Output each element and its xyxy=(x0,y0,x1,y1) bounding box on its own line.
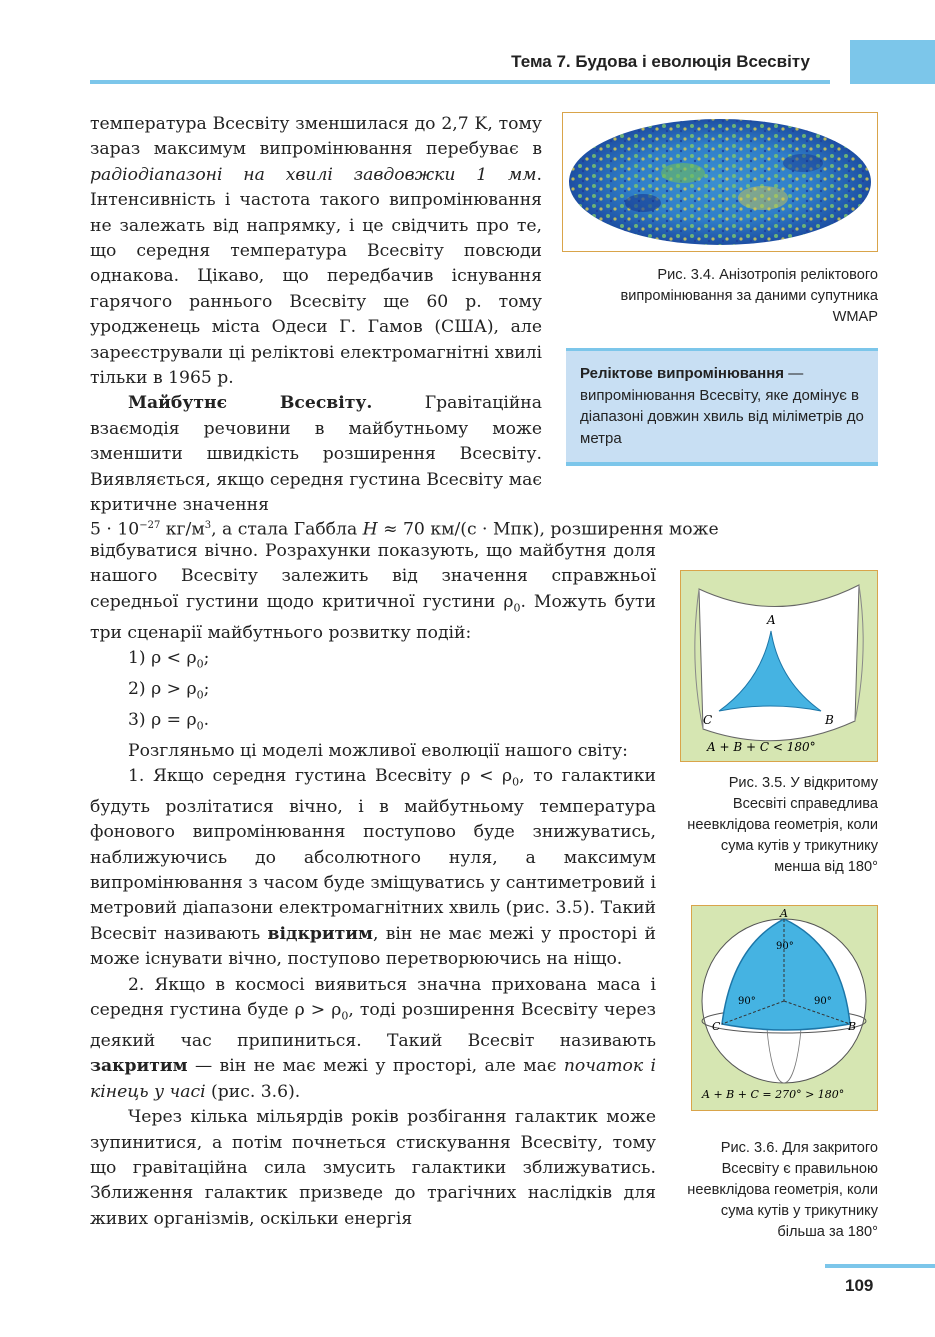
angle-formula: A + B + C < 180° xyxy=(707,740,816,754)
text-column-top xyxy=(90,112,542,519)
vertex-c-label: C xyxy=(712,1020,721,1033)
text-wide-line: $5 \cdot 10^{-27}$ $кг/м^3$, а стала Габбла H ≈ 70 км/(с · Мпк), розширення може xyxy=(90,519,719,540)
paragraph-open-universe: 1. Якщо середня густина Всесвіту $\rho < \rho_0$, то галактики будуть розлітатися вічно, і в майбутньому температура фонового випромінювання поступово буде знижуватись, наближуючись до абсолютного нуля, а максимум випромінювання з часом буде зміщуватись у сантиметровий і метровий діапазони електромагнітних хвиль (рис. 3.5). Такий Всесвіт називають відкритим, він не має межі у просторі й може існувати вічно, поступово перетворюючись на ніщо. xyxy=(90,766,656,970)
scenario-2: 2) $\rho > \rho_0$; xyxy=(128,678,210,702)
figure-open-universe xyxy=(680,570,878,762)
definition-box xyxy=(566,348,878,466)
page-number: 109 xyxy=(845,1276,874,1295)
section-heading-future: Майбутнє Всесвіту. xyxy=(128,393,373,414)
wmap-image xyxy=(563,113,877,251)
italic-phrase: радіодіапазоні на хвилі завдовжки 1 мм xyxy=(90,164,537,185)
header-accent-block xyxy=(850,40,935,84)
footer-rule xyxy=(825,1264,935,1268)
figure-wmap xyxy=(562,112,878,252)
definition-text: — випромінювання Всесвіту, яке домінує в діапазоні довжин хвиль від міліметрів до метра xyxy=(580,365,864,447)
angle-a-label: 90° xyxy=(776,941,794,952)
vertex-b-label: B xyxy=(848,1020,857,1033)
paragraph-closed-universe: 2. Якщо в космосі виявиться значна прихована маса і середня густина буде $\rho > \rho_0$, тоді розширення Всесвіту через деякий час припиниться. Такий Всесвіт називають закритим — він не має межі у просторі, але має початок і кінець у часі (рис. 3.6). xyxy=(90,974,656,1102)
vertex-a-label: A xyxy=(767,613,776,627)
scenario-3: 3) $\rho = \rho_0$. xyxy=(128,709,210,733)
paragraph-cmb: температура Всесвіту зменшилася до 2,7 K, тому зараз максимум випромінювання перебуває в радіодіапазоні на хвилі завдовжки 1 мм. Інтенсивність і частота такого випромінювання не залежать від напрямку, і це свідчить про те, що середня температура Всесвіту повсюди однакова. Цікаво, що передбачив існування гарячого раннього Всесвіту ще 60 р. тому уродженець міста Одеси Г. Гамов (США), але зареєстрували ці реліктові електромагнітні хвилі тільки в 1965 р. xyxy=(90,114,542,389)
angle-c-label: 90° xyxy=(738,996,756,1007)
figure-caption-3-5: Рис. 3.5. У відкритому Всесвіті справедлива неевклідова геометрія, коли сума кутів у трикутнику менша від 180° xyxy=(687,775,878,875)
scenario-1: 1) $\rho < \rho_0$; xyxy=(128,648,210,671)
vertex-c-label: C xyxy=(703,713,713,727)
angle-b-label: 90° xyxy=(814,996,832,1007)
figure-caption-3-6: Рис. 3.6. Для закритого Всесвіту є правильною неевклідова геометрія, коли сума кутів у трикутнику більша за 180° xyxy=(687,1140,878,1240)
page-header-title: Тема 7. Будова і еволюція Всесвіту xyxy=(511,52,810,71)
paragraph-models: Розгляньмо ці моделі можливої еволюції нашого світу: xyxy=(128,740,628,761)
figure-caption-3-4: Рис. 3.4. Анізотропія реліктового випромінювання за даними супутника WMAP xyxy=(620,267,878,325)
figure-closed-universe xyxy=(691,905,878,1111)
paragraph-future: Майбутнє Всесвіту. Гравітаційна взаємодія речовини в майбутньому може зменшити швидкість розширення Всесвіту. Виявляється, якщо середня густина Всесвіту має критичне значення xyxy=(90,393,543,516)
angle-formula: A + B + C = 270° > 180° xyxy=(702,1088,845,1101)
vertex-a-label: A xyxy=(780,907,788,920)
paragraph-contraction: Через кілька мільярдів років розбігання галактик може зупинитися, а потім почнеться стискування Всесвіту, тому що гравітаційна сила змусить галактики зближуватись. Зближення галактик призведе до трагічних наслідків для живих організмів, оскільки енергія xyxy=(90,1107,656,1229)
definition-term: Реліктове випромінювання xyxy=(580,365,785,382)
header-rule xyxy=(90,80,830,84)
text-column-middle: відбуватися вічно. Розрахунки показують, що майбутня доля нашого Всесвіту залежить від значення справжньої середньої густини щодо критичної густини $\rho_0$. Можуть бути три сценарії майбутнього розвитку подій: 1) $\rho < \rho_0$; 2) $\rho > \rho_0$; 3) $\rho = \rho_0$. Розгляньмо ці моделі можливої еволюції нашого світу: 1. Якщо середня густина Всесвіту $\rho < \rho_0$, то галактики будуть розлітатися вічно, і в майбутньому температура фонового випромінювання поступово буде знижуватись, наближуючись до абсолютного нуля, а максимум випромінювання з часом буде зміщуватись у сантиметровий і метровий діапазони електромагнітних хвиль (рис. 3.5). Такий Всесвіт називають відкритим, він не має межі у просторі й може існувати вічно, поступово перетворюючись на ніщо. 2. Якщо в космосі виявиться значна прихована маса і середня густина буде $\rho > \rho_0$, тоді розширення Всесвіту через деякий час припиниться. Такий Всесвіт називають закритим — він не має межі у просторі, але має початок і кінець у часі (рис. 3.6). Через кілька мільярдів років розбігання галактик може зупинитися, а потім почнеться стискування Всесвіту, тому що гравітаційна сила змусить галактики зближуватись. Зближення галактик призведе до трагічних наслідків для живих організмів, оскільки енергія xyxy=(90,539,656,1232)
vertex-b-label: B xyxy=(825,713,834,727)
